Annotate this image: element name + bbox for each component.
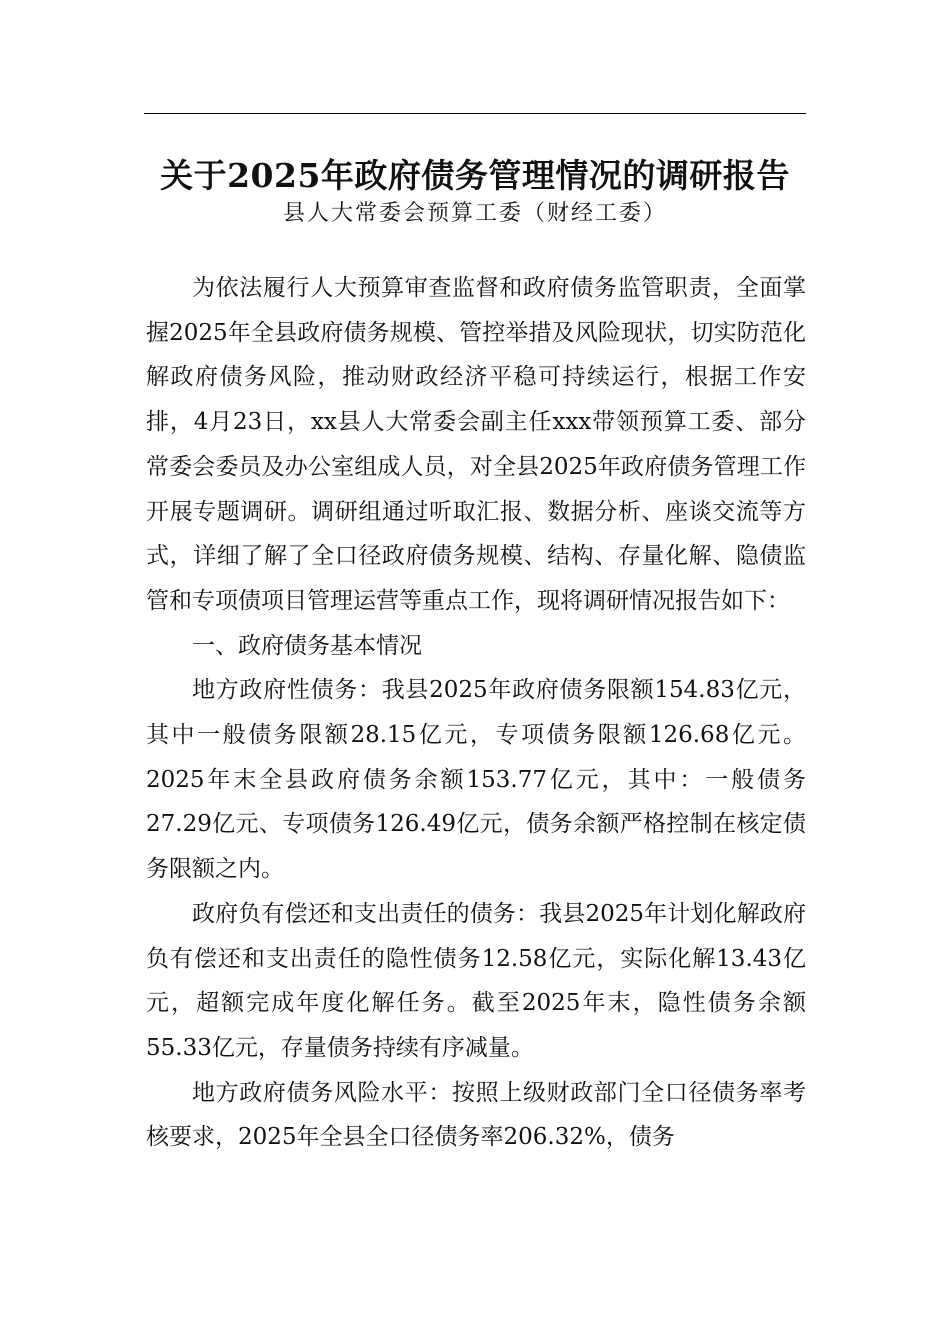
document-title: 关于2025年政府债务管理情况的调研报告 [160,156,790,195]
section-heading-1: 一、政府债务基本情况 [192,632,422,659]
document-subtitle: 县人大常委会预算工委（财经工委） [282,201,667,226]
paragraph-risk-level: 地方政府债务风险水平：按照上级财政部门全口径债务率考核要求，2025年全县全口径债务率206.32%，债务 [146,1079,806,1151]
paragraph-hidden-debt: 政府负有偿还和支出责任的债务：我县2025年计划化解政府负有偿还和支出责任的隐性债务12.58亿元，实际化解13.43亿元，超额完成年度化解任务。截至2025年末，隐性债务余额55.33亿元，存量债务持续有序减量。 [146,900,806,1061]
header-rule [144,113,806,114]
paragraph-local-debt: 地方政府性债务：我县2025年政府债务限额154.83亿元，其中一般债务限额28.15亿元，专项债务限额126.68亿元。2025年末全县政府债务余额153.77亿元，其中：一般债务27.29亿元、专项债务126.49亿元，债务余额严格控制在核定债务限额之内。 [146,677,806,883]
paragraph-intro: 为依法履行人大预算审查监督和政府债务监管职责，全面掌握2025年全县政府债务规模、管控举措及风险现状，切实防范化解政府债务风险，推动财政经济平稳可持续运行，根据工作安排，4月23日，xx县人大常委会副主任xxx带领预算工委、部分常委会委员及办公室组成人员，对全县2025年政府债务管理工作开展专题调研。调研组通过听取汇报、数据分析、座谈交流等方式，详细了解了全口径政府债务规模、结构、存量化解、隐债监管和专项债项目管理运营等重点工作，现将调研情况报告如下： [146,275,806,614]
document-body [146,266,806,1160]
